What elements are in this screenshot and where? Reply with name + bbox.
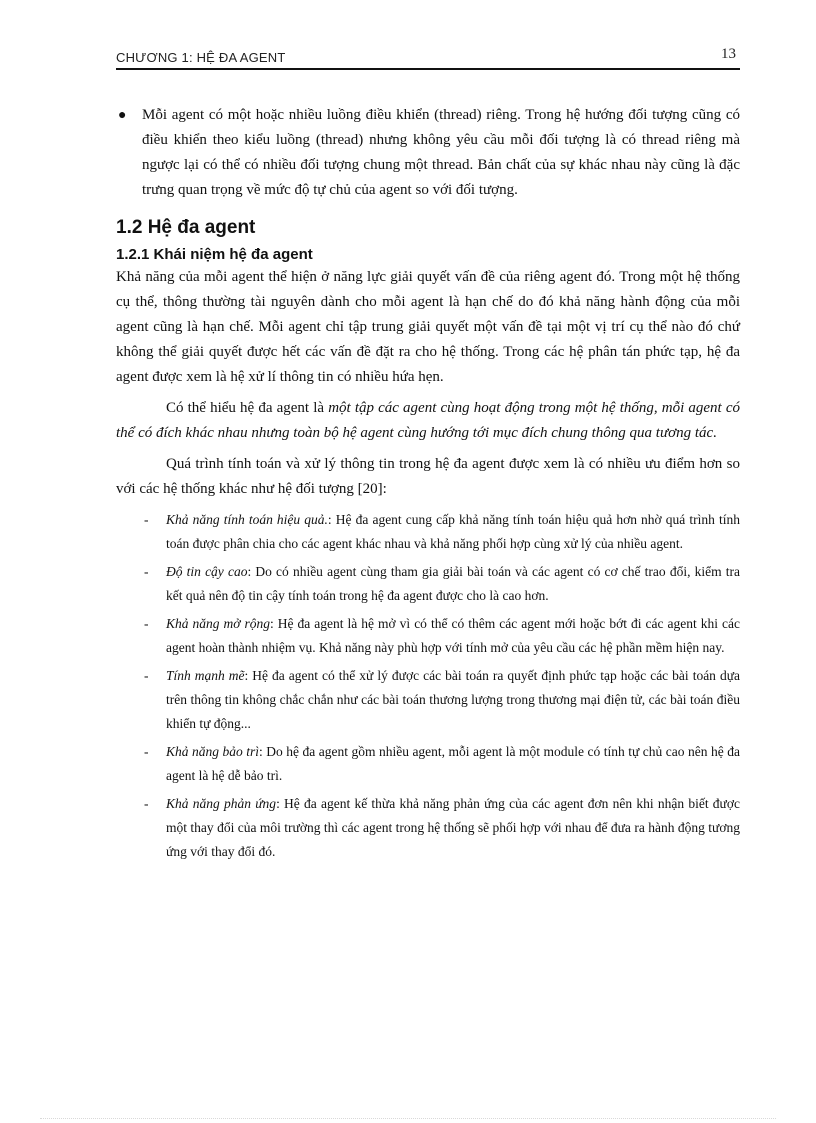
chapter-title: CHƯƠNG 1: HỆ ĐA AGENT [116,50,286,65]
list-item [116,740,740,788]
list-item [116,508,740,556]
list-item [116,792,740,864]
dash-marker: - [144,744,149,759]
page-number: 13 [721,46,736,62]
definition-prefix: Có thể hiểu hệ đa agent là [166,400,329,416]
advantage-text: : Do hệ đa agent gồm nhiều agent, mỗi agent là một module có tính tự chủ cao nên hệ đa agent là hệ dễ bảo trì. [166,744,740,783]
advantage-text: : Hệ đa agent là hệ mở vì có thể có thêm các agent mới hoặc bớt đi các agent khi các agent hoàn thành nhiệm vụ. Khả năng này phù hợp với tính mở của yêu cầu các hệ phần mềm hiện nay. [166,616,740,655]
advantage-term: Tính mạnh mẽ [166,668,245,683]
paragraph-capability: Khả năng của mỗi agent thể hiện ở năng lực giải quyết vấn đề của riêng agent đó. Trong một hệ thống cụ thể, thông thường tài nguyên dành cho mỗi agent là hạn chế do đó khả năng hành động của mỗi agent cũng là hạn chế. Mỗi agent chỉ tập trung giải quyết một vấn đề tại một vị trí cụ thể nào đó chứ không thể giải quyết được hết các vấn đề đặt ra cho hệ thống. Trong các hệ phân tán phức tạp, hệ đa agent được xem là hệ xử lí thông tin có nhiều hứa hẹn. [116,269,740,385]
intro-bullet-text: Mỗi agent có một hoặc nhiều luồng điều khiển (thread) riêng. Trong hệ hướng đối tượng cũng có điều khiển theo kiểu luồng (thread) nhưng không yêu cầu mỗi đối tượng là có thread riêng mà ngược lại có thể có nhiều đối tượng chung một thread. Bản chất của sự khác nhau này cũng là đặc trưng quan trọng về mức độ tự chủ của agent so với đối tượng. [142,107,740,198]
dash-marker: - [144,616,149,631]
page-content [116,103,740,868]
subsection-heading: 1.2.1 Khái niệm hệ đa agent [116,246,313,263]
advantage-term: Độ tin cậy cao [166,564,248,579]
dash-marker: - [144,668,149,683]
paragraph-advantages-intro: Quá trình tính toán và xử lý thông tin trong hệ đa agent được xem là có nhiều ưu điểm hơn so với các hệ thống khác như hệ đối tượng [20]: [116,456,740,497]
advantage-text: : Hệ đa agent cung cấp khả năng tính toán hiệu quả hơn nhờ quá trình tính toán được phân chia cho các agent khác nhau và khả năng phối hợp cùng xử lý của nhiều agent. [166,512,740,551]
advantage-term: Khả năng tính toán hiệu quả. [166,512,328,527]
list-item [116,664,740,736]
advantage-term: Khả năng phản ứng [166,796,277,811]
definition-italic: một tập các agent cùng hoạt động trong một hệ thống, mỗi agent có thể có đích khác nhau nhưng toàn bộ hệ agent cùng hướng tới mục đích chung thông qua tương tác. [116,400,741,441]
list-item [116,612,740,660]
advantage-text: : Do có nhiều agent cùng tham gia giải bài toán và các agent có cơ chế trao đổi, kiểm tra kết quả nên độ tin cậy tính toán trong hệ đa agent được cho là cao hơn. [166,564,740,603]
bullet-icon: ● [118,108,127,123]
dash-marker: - [144,512,149,527]
section-heading: 1.2 Hệ đa agent [116,217,256,238]
advantage-text: : Hệ đa agent có thể xử lý được các bài toán ra quyết định phức tạp hoặc các bài toán dựa trên thông tin không chắc chắn như các bài toán thương lượng trong thương mại điện tử, các bài toán điều khiển tự động... [166,668,741,731]
page-header [116,46,740,70]
dash-marker: - [144,564,149,579]
advantage-text: : Hệ đa agent kế thừa khả năng phản ứng của các agent đơn nên khi nhận biết được một thay đổi của môi trường thì các agent trong hệ thống sẽ phối hợp với nhau để đưa ra hành động tương ứng với thay đổi đó. [166,796,740,859]
advantage-term: Khả năng bảo trì [166,744,259,759]
dash-marker: - [144,796,149,811]
list-item [116,560,740,608]
intro-bullet-item [116,103,740,203]
footer-divider [40,1118,776,1119]
advantage-term: Khả năng mở rộng [166,616,270,631]
advantages-list [116,508,740,864]
paragraph-definition [116,396,740,446]
